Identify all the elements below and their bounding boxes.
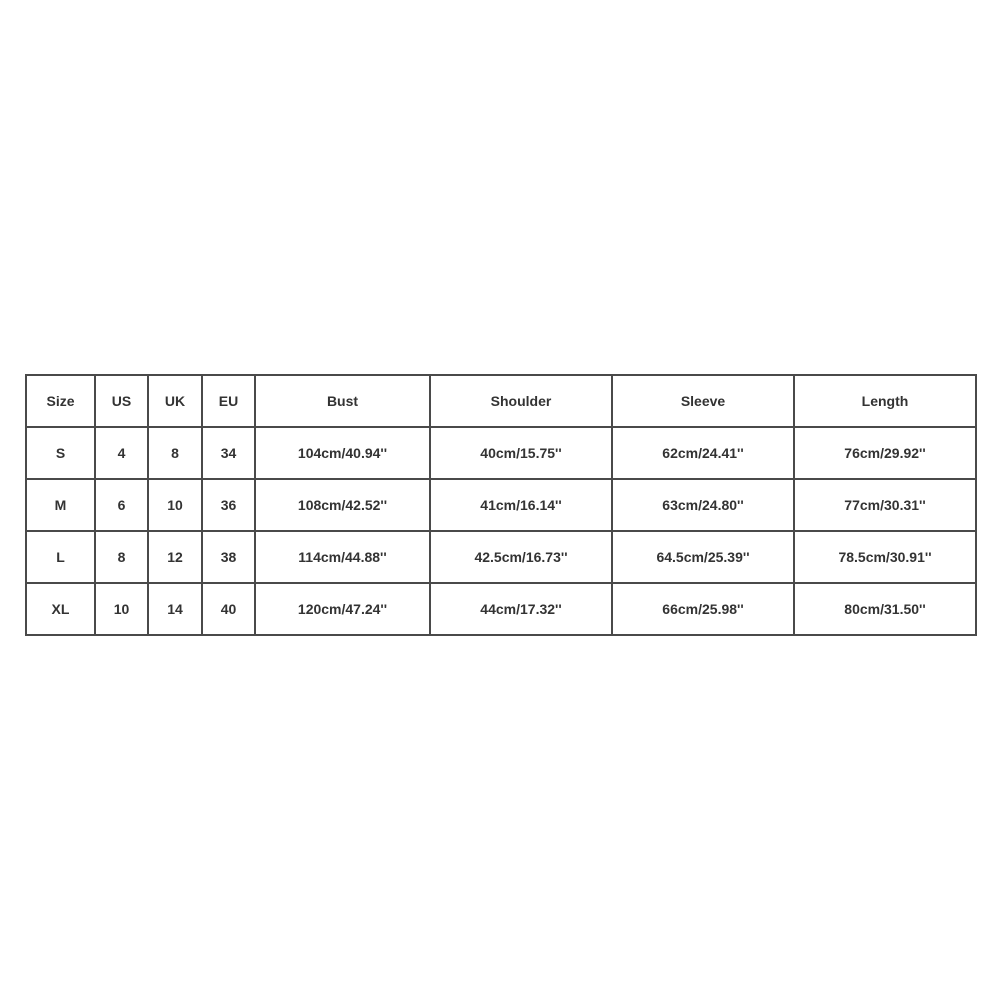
cell-eu: 34 [202,427,255,479]
cell-sleeve: 66cm/25.98'' [612,583,794,635]
cell-shoulder: 44cm/17.32'' [430,583,612,635]
cell-size: L [26,531,95,583]
cell-eu: 36 [202,479,255,531]
cell-length: 76cm/29.92'' [794,427,976,479]
header-uk: UK [148,375,202,427]
cell-shoulder: 40cm/15.75'' [430,427,612,479]
header-length: Length [794,375,976,427]
cell-shoulder: 42.5cm/16.73'' [430,531,612,583]
header-us: US [95,375,148,427]
header-shoulder: Shoulder [430,375,612,427]
header-sleeve: Sleeve [612,375,794,427]
cell-uk: 8 [148,427,202,479]
size-chart-table [25,374,977,636]
cell-bust: 108cm/42.52'' [255,479,430,531]
cell-uk: 10 [148,479,202,531]
cell-us: 8 [95,531,148,583]
cell-uk: 14 [148,583,202,635]
cell-length: 77cm/30.31'' [794,479,976,531]
header-size: Size [26,375,95,427]
cell-length: 78.5cm/30.91'' [794,531,976,583]
cell-sleeve: 64.5cm/25.39'' [612,531,794,583]
table-row [26,427,976,479]
cell-us: 10 [95,583,148,635]
cell-shoulder: 41cm/16.14'' [430,479,612,531]
header-eu: EU [202,375,255,427]
cell-eu: 40 [202,583,255,635]
cell-length: 80cm/31.50'' [794,583,976,635]
cell-us: 4 [95,427,148,479]
table-row [26,583,976,635]
cell-size: S [26,427,95,479]
cell-size: M [26,479,95,531]
cell-bust: 104cm/40.94'' [255,427,430,479]
cell-uk: 12 [148,531,202,583]
table-row [26,479,976,531]
cell-size: XL [26,583,95,635]
table-row [26,531,976,583]
cell-us: 6 [95,479,148,531]
cell-eu: 38 [202,531,255,583]
cell-sleeve: 62cm/24.41'' [612,427,794,479]
cell-bust: 114cm/44.88'' [255,531,430,583]
header-row [26,375,976,427]
cell-sleeve: 63cm/24.80'' [612,479,794,531]
cell-bust: 120cm/47.24'' [255,583,430,635]
header-bust: Bust [255,375,430,427]
